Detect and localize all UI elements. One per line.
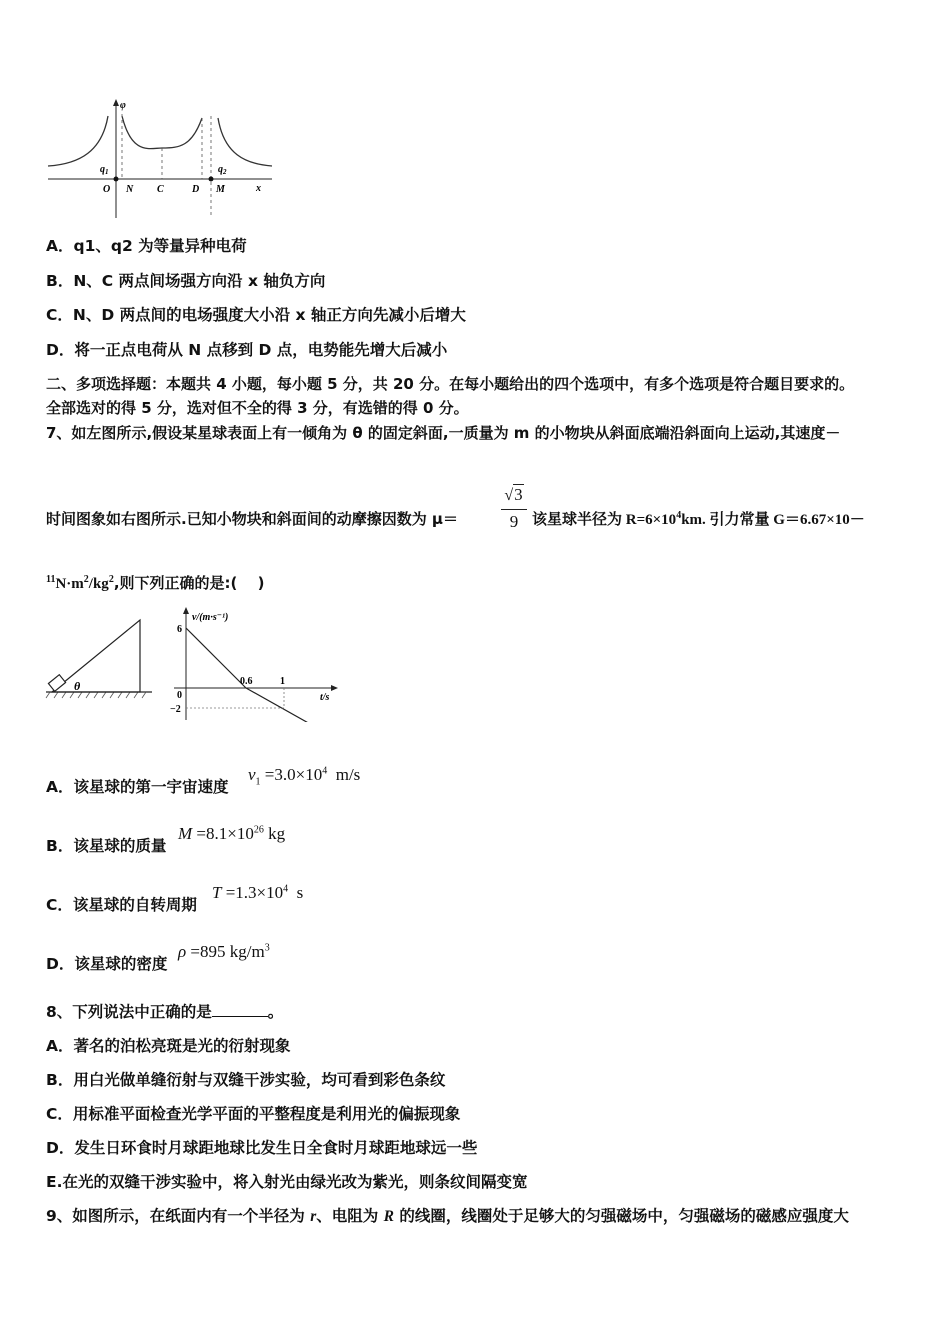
q8-option-d: D．发生日环食时月球距地球比发生日全食时月球距地球远一些 — [46, 1139, 478, 1157]
q7-stem-line2 — [46, 509, 458, 529]
q8-option-c: C．用标准平面检查光学平面的平整程度是利用光的偏振现象 — [46, 1105, 461, 1123]
q7-option-b-formula: $M =8.1\times 10^{26}$ kg — [178, 824, 286, 843]
q1-label: q — [100, 164, 105, 175]
q2-label: q — [218, 164, 223, 175]
q6-option-d: D．将一正点电荷从 N 点移到 D 点，电势能先增大后减小 — [46, 341, 448, 359]
mu-numerator: 3 — [514, 485, 523, 504]
q8-option-b: B．用白光做单缝衍射与双缝干涉实验，均可看到彩色条纹 — [46, 1071, 446, 1089]
angle-theta-label: θ — [74, 679, 81, 693]
q8-option-e: E.在光的双缝干涉实验中，将入射光由绿光改为紫光，则条纹间隔变宽 — [46, 1173, 528, 1191]
q8-option-a: A．著名的泊松亮斑是光的衍射现象 — [46, 1037, 291, 1055]
mu-denominator: 9 — [509, 512, 519, 531]
axis-y-label: φ — [120, 100, 126, 111]
q2-sub: 2 — [223, 168, 227, 176]
q7-option-b: B．该星球的质量 — [46, 837, 167, 855]
vt-tick-0: 0 — [177, 690, 182, 701]
vt-tick-6: 6 — [177, 624, 182, 635]
q8-stem: 8、下列说法中正确的是 。 — [46, 1003, 284, 1021]
vt-tick-1: 1 — [280, 676, 285, 687]
mu-fraction: √3 9 — [497, 485, 531, 532]
vt-ylabel: v/(m·s⁻¹) — [192, 612, 229, 623]
q7-option-d: D．该星球的密度 — [46, 955, 168, 973]
q7-option-a-formula: $v_1 =3.0\times 10^4$ m/s — [248, 765, 361, 788]
point-M: M — [216, 184, 225, 195]
svg-text:q2 — [218, 164, 227, 176]
q7-stem-line2b: 该星球半径为 $R=6\times 10^4km$. 引力常量 G＝6.67×10－ — [532, 510, 865, 528]
q7-option-c-formula: $T =1.3\times 10^4$ s — [212, 883, 304, 902]
answer-blank — [212, 1002, 268, 1017]
point-O: O — [103, 184, 111, 195]
q7-option-d-formula: ρ =895 $kg/m^3$ — [178, 942, 270, 961]
section-heading: 二、多项选择题：本题共 4 小题，每小题 5 分，共 20 分。在每小题给出的四个选项中，有多个选项是符合题目要求的。 — [46, 375, 855, 393]
vt-xlabel: t/s — [320, 692, 330, 703]
vt-tick-06: 0.6 — [240, 676, 253, 687]
velocity-line-up — [186, 628, 246, 688]
incline-figure — [44, 612, 156, 702]
svg-text:q1 — [100, 164, 109, 176]
q1-sub: 1 — [105, 168, 109, 176]
section-heading-cont: 全部选对的得 5 分，选对但不全的得 3 分，有选错的得 0 分。 — [46, 399, 469, 417]
q7-stem-line1: 7、如左图所示,假设某星球表面上有一倾角为 θ 的固定斜面,一质量为 m 的小物块从斜面底端沿斜面向上运动,其速度－ — [46, 424, 841, 442]
q9-stem: 9、如图所示，在纸面内有一个半径为 r、电阻为 R 的线圈，线圈处于足够大的匀强磁场中，匀强磁场的磁感应强度大 — [46, 1207, 849, 1225]
point-C: C — [157, 184, 164, 195]
axis-x-label: x — [256, 183, 261, 194]
q7-stem-line3: $^{11}N\cdot m^2/kg^2$,则下列正确的是:( ) — [46, 574, 265, 592]
q7-stem-pre: 时间图象如右图所示.已知小物块和斜面间的动摩擦因数为 μ＝ — [46, 510, 458, 528]
q7-option-a: A．该星球的第一宇宙速度 — [46, 778, 229, 796]
q7-option-c: C．该星球的自转周期 — [46, 896, 197, 914]
point-D: D — [192, 184, 200, 195]
velocity-line-down — [246, 688, 328, 722]
q6-option-b: B．N、C 两点间场强方向沿 x 轴负方向 — [46, 272, 326, 290]
potential-graph — [40, 96, 280, 221]
q6-option-c: C．N、D 两点间的电场强度大小沿 x 轴正方向先减小后增大 — [46, 306, 466, 324]
vt-tick-neg2: −2 — [170, 704, 181, 715]
vt-graph — [168, 604, 340, 722]
q6-option-a: A．q1、q2 为等量异种电荷 — [46, 237, 247, 255]
point-N: N — [126, 184, 134, 195]
